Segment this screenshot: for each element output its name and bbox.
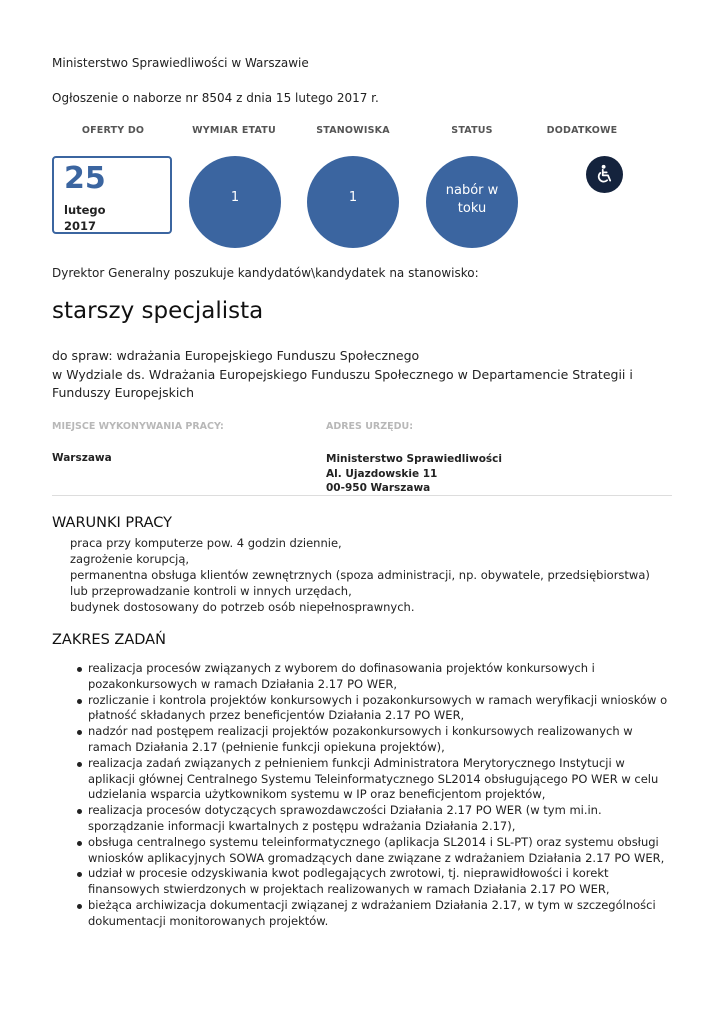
task-item: realizacja zadań związanych z pełnieniem funkcji Administratora Merytorycznego Instytucji w aplikacji głównej Centralnego Systemu Teleinformatycznego SL2014 obsługującego PO WER w celu udzielania wsparcia użytkownikom systemu w IP oraz beneficjentom projektów, <box>88 756 670 803</box>
task-item: realizacja procesów dotyczących sprawozdawczości Działania 2.17 PO WER (w tym mi.in. sporządzanie informacji kwartalnych z postępu wdrażania Działania 2.17), <box>88 803 670 835</box>
workload-circle <box>189 156 281 248</box>
deadline-date-box <box>52 156 172 234</box>
condition-item: budynek dostosowany do potrzeb osób niepełnosprawnych. <box>70 600 415 614</box>
condition-item: praca przy komputerze pow. 4 godzin dziennie, <box>70 536 342 550</box>
deadline-month: lutego <box>64 203 106 217</box>
workload-header: WYMIAR ETATU <box>192 125 276 136</box>
position-title: starszy specjalista <box>52 298 264 324</box>
duties-area: do spraw: wdrażania Europejskiego Funduszu Społecznego <box>52 348 420 363</box>
deadline-day: 25 <box>64 161 106 196</box>
conditions-list <box>70 535 660 615</box>
address-line: Ministerstwo Sprawiedliwości <box>326 453 502 465</box>
positions-circle <box>307 156 399 248</box>
tasks-heading: ZAKRES ZADAŃ <box>52 632 166 648</box>
positions-header: STANOWISKA <box>316 125 390 136</box>
offers-until-header: OFERTY DO <box>81 125 145 136</box>
tasks-list <box>88 661 670 930</box>
office-address <box>326 452 502 496</box>
address-line: Al. Ujazdowskie 11 <box>326 467 438 480</box>
workload-value: 1 <box>230 190 240 205</box>
positions-value: 1 <box>348 190 358 205</box>
wheelchair-accessibility-icon <box>586 156 623 193</box>
task-item: realizacja procesów związanych z wyborem do dofinasowania projektów konkursowych i pozakonkursowych w ramach Działania 2.17 PO WER, <box>88 661 670 693</box>
intro-text: Dyrektor Generalny poszukuje kandydatów\kandydatek na stanowisko: <box>52 266 479 280</box>
deadline-year: 2017 <box>64 219 97 233</box>
extras-header: DODATKOWE <box>546 125 618 136</box>
task-item: nadzór nad postępem realizacji projektów pozakonkursowych i konkursowych realizowanych w ramach Działania 2.17 (pełnienie funkcji opiekuna projektów), <box>88 724 670 756</box>
address-line: 00-950 Warszawa <box>326 482 431 494</box>
status-circle <box>426 156 518 248</box>
announcement-title: Ogłoszenie o naborze nr 8504 z dnia 15 lutego 2017 r. <box>52 91 379 105</box>
ministry-name: Ministerstwo Sprawiedliwości w Warszawie <box>52 56 309 70</box>
position-duties <box>52 347 652 403</box>
workplace-label: MIEJSCE WYKONYWANIA PRACY: <box>52 421 224 432</box>
condition-item: zagrożenie korupcją, <box>70 552 190 566</box>
section-divider <box>52 495 672 496</box>
duties-department: w Wydziale ds. Wdrażania Europejskiego Funduszu Społecznego w Departamencie Strategii i Funduszy Europejskich <box>52 366 633 400</box>
status-value: nabór w toku <box>445 183 499 216</box>
task-item: bieżąca archiwizacja dokumentacji związanej z wdrażaniem Działania 2.17, w tym w szczególności dokumentacji monitorowanych projektów. <box>88 898 670 930</box>
task-item: rozliczanie i kontrola projektów konkursowych i pozakonkursowych w ramach weryfikacji wniosków o płatność składanych przez beneficjentów Działania 2.17 PO WER, <box>88 693 670 725</box>
workplace-value: Warszawa <box>52 452 112 464</box>
status-header: STATUS <box>451 125 493 136</box>
task-item: obsługa centralnego systemu teleinformatycznego (aplikacja SL2014 i SL-PT) oraz systemu obsługi wniosków aplikacyjnych SOWA gromadzących dane związane z wdrażaniem Działania 2.17 PO WER, <box>88 835 670 867</box>
task-item: udział w procesie odzyskiwania kwot podlegających zwrotowi, tj. nieprawidłowości i korekt finansowych stwierdzonych w projektach realizowanych w ramach Działania 2.17 PO WER, <box>88 866 670 898</box>
conditions-heading: WARUNKI PRACY <box>52 515 173 531</box>
condition-item: permanentna obsługa klientów zewnętrznych (spoza administracji, np. obywatele, przedsiębiorstwa) lub przeprowadzanie kontroli w innych urzędach, <box>70 568 650 598</box>
office-address-label: ADRES URZĘDU: <box>326 421 413 432</box>
